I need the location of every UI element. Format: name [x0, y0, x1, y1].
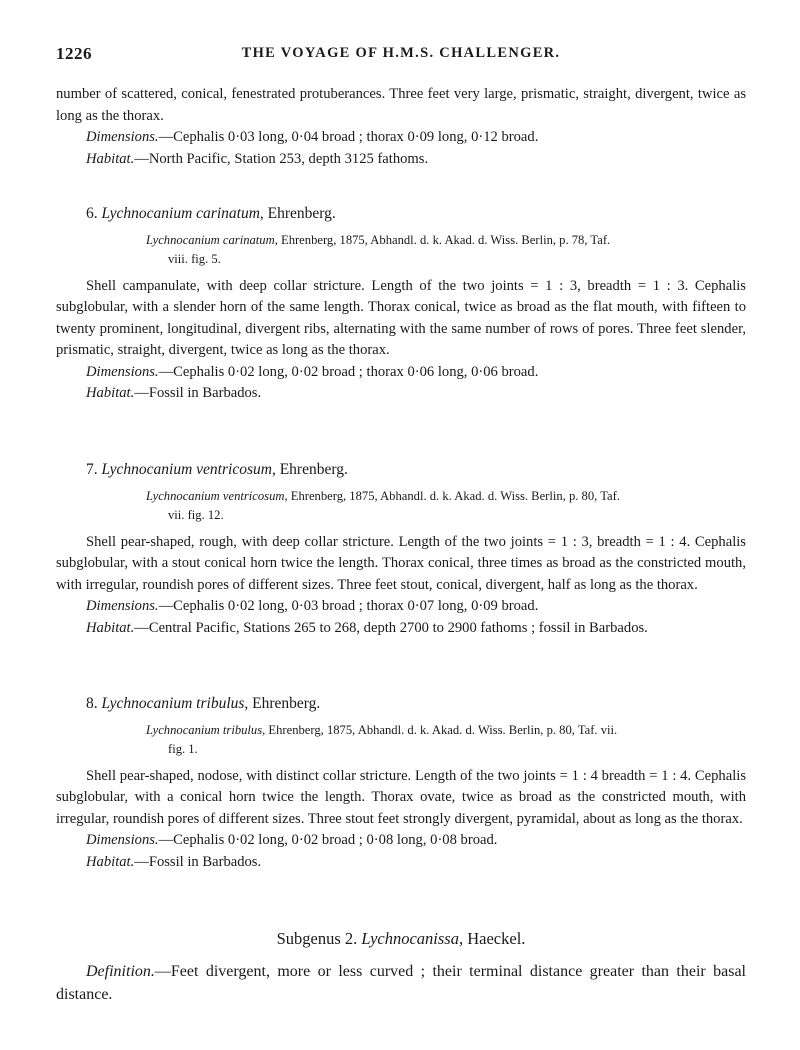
species-author: , Ehrenberg. [244, 695, 321, 712]
species-description: Shell campanulate, with deep collar stricture. Length of the two joints = 1 : 3, breadth = 1 : 3. Cephalis subglobular, with a slender horn of the same length. Thorax conical, twice as broad as the flat mouth, with fifteen to twenty prominent, longitudinal, divergent ribs, alternating with the same number of rows of pores. Three feet slender, prismatic, straight, divergent, twice as long as the thorax. [56, 277, 746, 358]
reference-continuation: vii. fig. 12. [168, 507, 224, 522]
habitat-label: Habitat. [86, 150, 135, 167]
running-title: THE VOYAGE OF H.M.S. CHALLENGER. [241, 45, 561, 61]
species-author: , Ehrenberg. [271, 461, 348, 478]
species-description: Shell pear-shaped, nodose, with distinct collar stricture. Length of the two joints = 1 : 4 breadth = 1 : 4. Cephalis subglobular, with a conical horn twice the length. Thorax ovate, twice as broad as the constricted mouth, with irregular, roundish pores of different sizes. Three stout feet strongly divergent, pyramidal, about as long as the thorax. [56, 767, 746, 827]
species-entry-7 [56, 459, 746, 639]
subgenus-section [56, 928, 746, 1006]
subgenus-author: , Haeckel. [458, 929, 526, 948]
habitat-text: —Central Pacific, Stations 265 to 268, depth 2700 to 2900 fathoms ; fossil in Barbados. [134, 619, 648, 636]
species-habitat [56, 618, 746, 640]
subgenus-heading [56, 928, 746, 950]
habitat-label: Habitat. [86, 853, 135, 870]
species-number: 7. [86, 461, 98, 478]
species-number: 6. [86, 205, 98, 222]
dimensions-text: —Cephalis 0·02 long, 0·03 broad ; thorax 0·07 long, 0·09 broad. [158, 598, 539, 614]
species-name: Lychnocanium ventricosum [101, 461, 272, 478]
dimensions-text: —Cephalis 0·02 long, 0·02 broad ; 0·08 long, 0·08 broad. [158, 832, 498, 848]
species-name: Lychnocanium tribulus [101, 695, 245, 712]
species-habitat [56, 852, 746, 874]
subgenus-name: Lychnocanissa [361, 929, 459, 948]
species-name: Lychnocanium carinatum [101, 205, 260, 222]
subgenus-definition [56, 960, 746, 1006]
page-header [56, 44, 746, 70]
dimensions-text: —Cephalis 0·03 long, 0·04 broad ; thorax 0·09 long, 0·12 broad. [158, 129, 539, 145]
dimensions-label: Dimensions. [86, 129, 159, 145]
species-reference [56, 721, 746, 759]
habitat-text: —Fossil in Barbados. [134, 385, 262, 401]
reference-text: , Ehrenberg, 1875, Abhandl. d. k. Akad. d. Wiss. Berlin, p. 78, Taf. [274, 232, 611, 247]
page-number: 1226 [56, 44, 92, 63]
species-description: Shell pear-shaped, rough, with deep collar stricture. Length of the two joints = 1 : 3, breadth = 1 : 4. Cephalis subglobular, with a stout conical horn twice the length. Thorax conical, three times as broad as the constricted mouth, with irregular, roundish pores of different sizes. Three feet stout, conical, divergent, half as long as the thorax. [56, 533, 746, 593]
dimensions-label: Dimensions. [86, 363, 159, 380]
previous-species-continuation [56, 84, 746, 170]
species-dimensions [56, 596, 746, 618]
species-dimensions [56, 362, 746, 384]
species-heading [56, 203, 746, 225]
habitat-label: Habitat. [86, 385, 135, 401]
previous-description: number of scattered, conical, fenestrated protuberances. Three feet very large, prismatic, straight, divergent, twice as long as the thorax. [56, 86, 746, 124]
reference-continuation: viii. fig. 5. [168, 251, 221, 266]
species-author: , Ehrenberg. [259, 205, 336, 222]
species-dimensions [56, 830, 746, 852]
reference-continuation: fig. 1. [168, 741, 198, 756]
species-heading [56, 693, 746, 715]
reference-name: Lychnocanium tribulus [146, 722, 263, 737]
reference-text: , Ehrenberg, 1875, Abhandl. d. k. Akad. d. Wiss. Berlin, p. 80, Taf. [284, 488, 620, 503]
species-heading [56, 459, 746, 481]
definition-text: —Feet divergent, more or less curved ; their terminal distance greater than their basal distance. [56, 962, 746, 1003]
reference-text: , Ehrenberg, 1875, Abhandl. d. k. Akad. d. Wiss. Berlin, p. 80, Taf. vii. [262, 722, 618, 737]
reference-name: Lychnocanium carinatum [146, 232, 275, 247]
previous-habitat [56, 149, 746, 171]
subgenus-prefix: Subgenus 2. [276, 929, 362, 948]
habitat-text: —North Pacific, Station 253, depth 3125 fathoms. [134, 150, 429, 167]
species-habitat [56, 383, 746, 405]
species-reference [56, 231, 746, 269]
species-reference [56, 487, 746, 525]
dimensions-text: —Cephalis 0·02 long, 0·02 broad ; thorax 0·06 long, 0·06 broad. [158, 363, 539, 380]
species-entry-6 [56, 203, 746, 405]
reference-name: Lychnocanium ventricosum [146, 488, 285, 503]
species-entry-8 [56, 693, 746, 873]
definition-label: Definition. [86, 962, 155, 980]
previous-dimensions [56, 127, 746, 149]
species-number: 8. [86, 695, 98, 712]
habitat-text: —Fossil in Barbados. [134, 853, 262, 870]
habitat-label: Habitat. [86, 619, 135, 636]
dimensions-label: Dimensions. [86, 598, 159, 614]
dimensions-label: Dimensions. [86, 832, 159, 848]
